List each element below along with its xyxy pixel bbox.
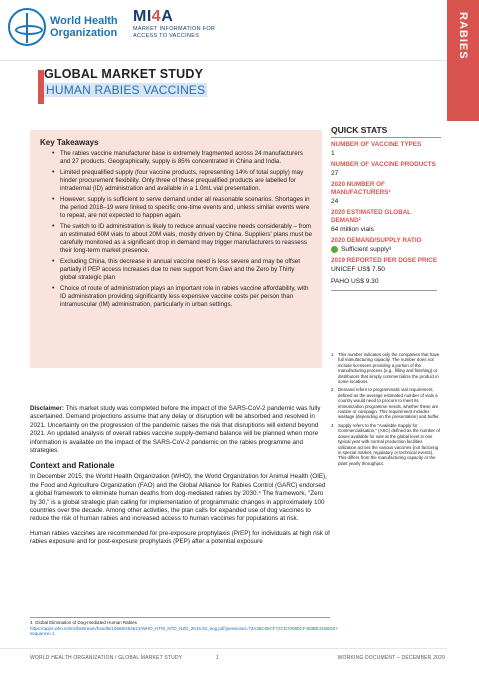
side-tab-label: RABIES [457, 12, 469, 60]
mi4a-part-a: MI [133, 8, 152, 25]
stat-label: NUMBER OF VACCINE PRODUCTS [331, 161, 436, 168]
stat-value [331, 265, 441, 274]
stat-value-text: Sufficient supply³ [341, 246, 392, 253]
takeaway-item: • The switch to ID administration is likely to reduce annual vaccine needs considerably – from an estimated 60M vials to about 20M vials, mostly driven by China. Suppliers' plans must be carefully monitored as a significant drop in demand may trigger manufacturers to reassess their long-term market presence. [40, 223, 312, 255]
mi4a-subtitle-1: MARKET INFORMATION FOR [133, 26, 216, 32]
stat-value-text: 1 [331, 150, 335, 157]
footnote-number: 1 [331, 352, 334, 357]
side-footnote [331, 352, 441, 384]
key-takeaways-box [30, 130, 322, 368]
stat-label: 2020 NUMBER OF MANUFACTURERS¹ [331, 181, 391, 196]
mi4a-subtitle-2: ACCESS TO VACCINES [133, 33, 200, 39]
footnote-text: This number indicates only the companies that have full manufacturing capacity. The number does not include licensees providing a portion of the manufacturing process (e.g., filling and finishing) or distributors that simply commercialize the product in some locations. [338, 352, 440, 385]
body-paragraph: In December 2015, the World Health Organization (WHO), the World Organization for Animal Health (OIE), the Food and Agriculture Organization (FAO) and the Global Alliance for Rabies Control (GARC) endorsed a global framework to eliminate human deaths from dog-mediated rabies by 2030.⁴ The framework, "Zero by 30," is a global strategic plan calling for implementation of programmatic changes in approximately 100 countries over the decade. Among other activities, the plan calls for expanded use of dog vaccines to reduce the risk of human rabies and increased access to human vaccines for populations at risk. [30, 473, 327, 523]
disclaimer-label: Disclaimer: [30, 405, 64, 412]
document-subtitle: HUMAN RABIES VACCINES [46, 83, 206, 97]
quick-stats-divider [331, 290, 437, 291]
stat-value-text: 24 [331, 198, 339, 205]
section-heading: Context and Rationale [30, 461, 115, 471]
takeaway-item: • The rabies vaccine manufacturer base is extremely fragmented across 24 manufacturers and 27 products. Geographically, supply is 85% concentrated in China and India. [40, 150, 312, 166]
document-title: GLOBAL MARKET STUDY [44, 67, 204, 81]
stat-label: NUMBER OF VACCINE TYPES [331, 141, 422, 148]
stat-value [331, 245, 441, 254]
stat-value [331, 169, 441, 178]
takeaway-item: • Choice of route of administration plays an important role in rabies vaccine affordability, with ID administration providing significantly less expensive vaccine costs per person than intramuscular (IM) administration, particularly in urban settings. [40, 285, 312, 309]
footnote-link[interactable]: https://apps.who.int/iris/bitstream/handle/10665/254621/WHO_HTM_NTD_NZD_2016.02_eng.pdf;jsessionid=73A39C65CF72CD70080CF493BE31B6D0?sequence=1 [30, 625, 338, 636]
page-number: 1 [216, 655, 219, 661]
who-line2: Organization [50, 27, 118, 39]
stat-value-text: 27 [331, 170, 339, 177]
side-footnote [331, 423, 441, 466]
mi4a-logo [133, 8, 215, 40]
side-footnote [331, 387, 441, 419]
body-paragraph: Human rabies vaccines are recommended for pre-exposure prophylaxis (PrEP) for individuals at high risk of rabies exposure and for post-exposure prophylaxis (PEP) after a potential exposure [30, 529, 330, 546]
quick-stats [331, 125, 441, 297]
key-takeaways-list [40, 150, 312, 309]
takeaway-item: • Limited prequalified supply (four vaccine products, representing 14% of total supply) may hinder procurement flexibility. Only three of these prequalified products are labelled for intradermal (ID) administration and available in a 1.0mL vial presentation. [40, 169, 312, 193]
stat-label: 2019 REPORTED PER DOSE PRICE [331, 257, 438, 264]
disclaimer-text: This market study was completed before the impact of the SARS-CoV-2 pandemic was fully ascertained. Demand projections assume that any delay or disruption will be absorbed and resolved in 2021. Uncertainty on the progression of the pandemic raises the risk that disruptions will extend beyond 2021. An updated analysis of overall rabies vaccine supply-demand balance will be planned when more information is available on the impact of the SARS-CoV-2 pandemic on the rabies programme and strategies. [30, 405, 321, 455]
footnote-number: 2 [331, 387, 334, 393]
footnote-text: Global Elimination of Dog-mediated Human Rabies [35, 620, 137, 625]
stat-value-text: 64 million vials [331, 226, 374, 233]
stat-label: 2020 ESTIMATED GLOBAL DEMAND² [331, 209, 411, 224]
stat-value-extra [331, 277, 441, 286]
who-line1: World Health [50, 15, 118, 27]
stat-label: 2020 DEMAND/SUPPLY RATIO [331, 237, 422, 244]
who-logo [8, 8, 118, 46]
header-divider [0, 60, 447, 61]
footnote-text: Demand refers to programmatic vial requirement, defined as the average estimated number of vials a country would need to procure to meet its immunization programme needs, whether these are routine or campaign. This requirement includes wastage (depending on the presentation) and buffer. [338, 387, 440, 420]
disclaimer-paragraph [30, 405, 330, 455]
footnote-number: 3 [331, 422, 334, 428]
mi4a-part-b: 4 [151, 8, 162, 25]
body-text [30, 405, 330, 553]
footer-divider [0, 648, 447, 649]
who-emblem-icon [8, 8, 46, 46]
takeaway-item: • Excluding China, this decrease in annual vaccine need is less severe and may be offset partially if PEP access increases due to new support from Gavi and the Zero by Thirty global strategic plan [40, 258, 312, 282]
side-footnotes [331, 352, 441, 469]
status-dot-icon [331, 246, 338, 253]
footer-left: WORLD HEALTH ORGANIZATION / GLOBAL MARKET STUDY [30, 655, 183, 661]
footer-right: WORKING DOCUMENT – DECEMBER 2020 [337, 655, 445, 661]
stat-value [331, 149, 441, 158]
mi4a-title [133, 8, 215, 26]
takeaway-item: • However, supply is sufficient to serve demand under all reasonable scenarios. Shortages in the period 2018–19 were linked to specific one-time events and, unless similar events were to repeat, are not expected to happen again. [40, 196, 312, 220]
footnote-text: Supply refers to the "Available Supply for Commercialisation," (ASC) defined as the number of doses available for sale at the global level in one typical year with normal production facilities utilization across the various vaccines (not factoring in special market, regulatory or technical events). This differs from the manufacturing capacity or the plant yearly throughput. [338, 422, 440, 466]
footnote-number: 4 [30, 620, 33, 625]
stat-value [331, 197, 441, 206]
mi4a-part-c: A [161, 8, 174, 25]
footnote-divider [30, 617, 330, 618]
quick-stats-title: QUICK STATS [331, 125, 441, 138]
who-logo-text [50, 15, 118, 39]
stat-value [331, 225, 441, 234]
bottom-footnote [30, 620, 338, 637]
stat-value-text: PAHO US$ 9.30 [331, 278, 379, 285]
stat-value-text: UNICEF US$ 7.50 [331, 266, 385, 273]
key-takeaways-title: Key Takeaways [40, 138, 99, 147]
